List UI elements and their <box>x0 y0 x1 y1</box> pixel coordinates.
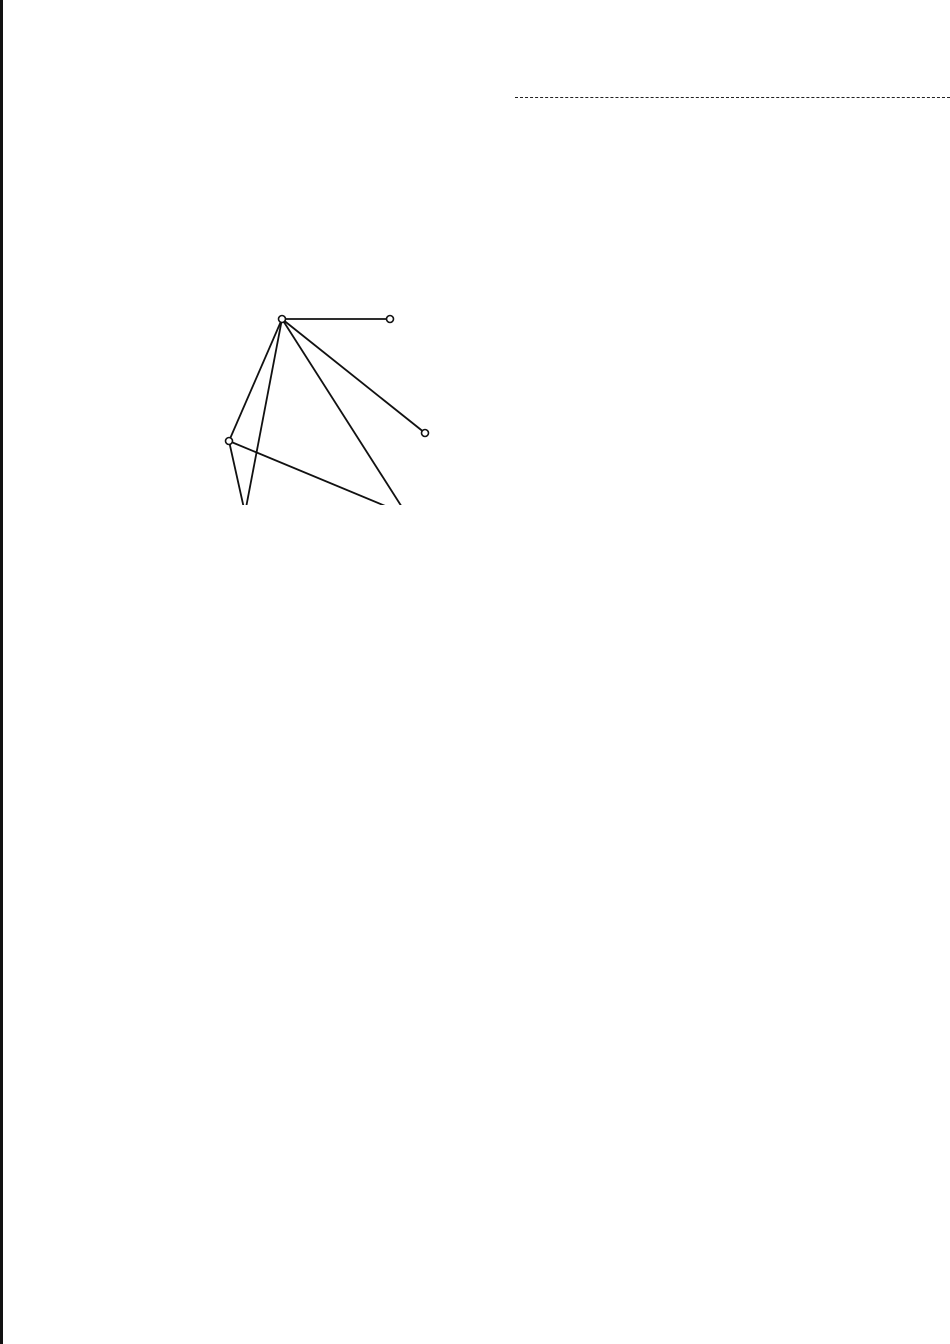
line-a-b <box>229 319 282 441</box>
figure-2-1-1 <box>200 295 440 505</box>
line-b-c <box>229 441 245 505</box>
line-a-a2 <box>282 319 407 505</box>
page-edge <box>0 0 3 1344</box>
node-b2 <box>422 430 429 437</box>
node-b <box>226 438 233 445</box>
header-rule <box>515 97 950 98</box>
line-a-b2 <box>282 319 425 433</box>
node-a <box>279 316 286 323</box>
line-a-c <box>245 319 282 505</box>
node-c2 <box>387 316 394 323</box>
